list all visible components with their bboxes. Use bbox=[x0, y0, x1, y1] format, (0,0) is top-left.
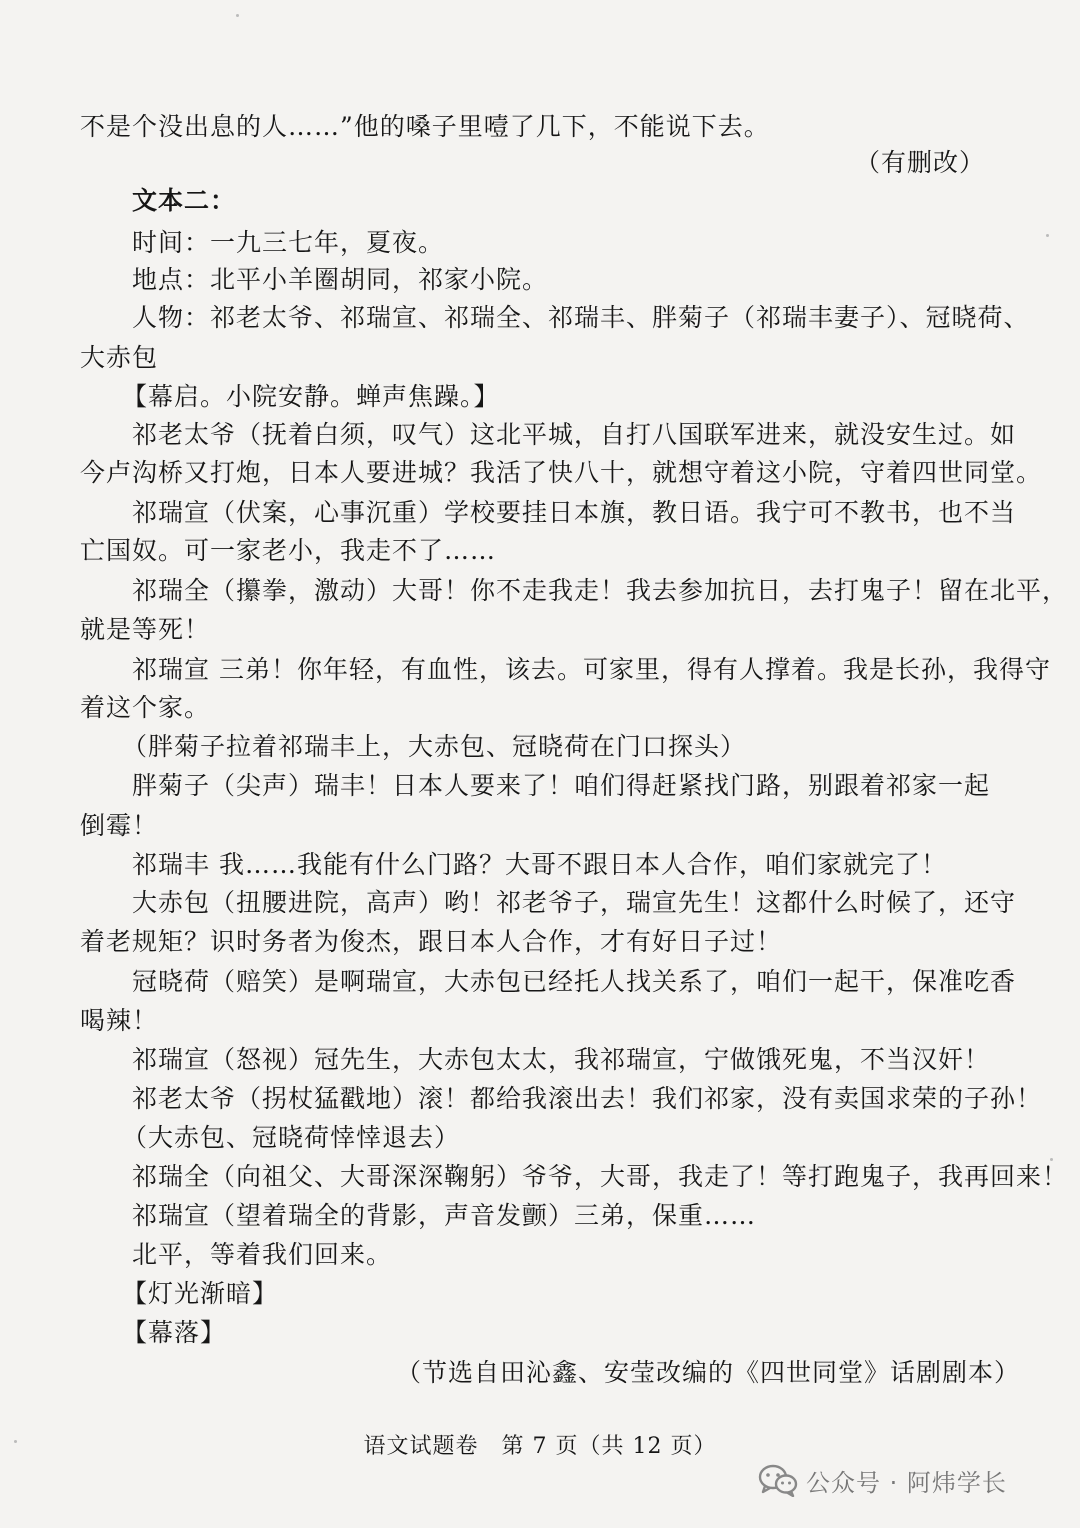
dialogue-line: 祁瑞宣（伏案，心事沉重）学校要挂日本旗，教日语。我宁可不教书，也不当 bbox=[132, 498, 1017, 527]
scan-speck bbox=[1046, 234, 1049, 237]
dialogue-line: 就是等死！ bbox=[80, 615, 211, 644]
dialogue-line: 胖菊子（尖声）瑞丰！日本人要来了！咱们得赶紧找门路，别跟着祁家一起 bbox=[132, 771, 991, 800]
stage-direction: 【幕启。小院安静。蝉声焦躁。】 bbox=[122, 382, 500, 411]
dialogue-line: 今卢沟桥又打炮，日本人要进城？我活了快八十，就想守着这小院，守着四世同堂。 bbox=[80, 458, 1043, 487]
dialogue-line: 祁瑞宣 三弟！你年轻，有血性，该去。可家里，得有人撑着。我是长孙，我得守 bbox=[132, 655, 1051, 684]
source-note: （有删改） bbox=[855, 148, 986, 177]
dialogue-line: 祁瑞全（攥拳，激动）大哥！你不走我走！我去参加抗日，去打鬼子！留在北平， bbox=[132, 576, 1069, 605]
dialogue-line: 着这个家。 bbox=[80, 693, 211, 722]
dialogue-line: 大赤包（扭腰进院，高声）哟！祁老爷子，瑞宣先生！这都什么时候了，还守 bbox=[132, 888, 1017, 917]
dialogue-line: 倒霉！ bbox=[80, 811, 159, 840]
text-line: 时间：一九三七年，夏夜。 bbox=[132, 228, 445, 257]
dialogue-line: 亡国奴。可一家老小，我走不了…… bbox=[80, 536, 497, 565]
scan-speck bbox=[1050, 1158, 1053, 1161]
text-line: 不是个没出息的人……”他的嗓子里噎了几下，不能说下去。 bbox=[80, 112, 770, 141]
text-line: 地点：北平小羊圈胡同，祁家小院。 bbox=[132, 265, 549, 294]
stage-direction: 【幕落】 bbox=[122, 1318, 227, 1347]
dialogue-line: 着老规矩？识时务者为俊杰，跟日本人合作，才有好日子过！ bbox=[80, 927, 783, 956]
dialogue-line: 祁老太爷（抚着白须，叹气）这北平城，自打八国联军进来，就没安生过。如 bbox=[132, 420, 1017, 449]
stage-direction: （胖菊子拉着祁瑞丰上，大赤包、冠晓荷在门口探头） bbox=[122, 732, 747, 761]
dialogue-line: 祁瑞宣（望着瑞全的背影，声音发颤）三弟，保重…… bbox=[132, 1201, 757, 1230]
dialogue-line: 祁瑞全（向祖父、大哥深深鞠躬）爷爷，大哥，我走了！等打跑鬼子，我再回来！ bbox=[132, 1162, 1069, 1191]
dialogue-line: 祁瑞丰 我……我能有什么门路？大哥不跟日本人合作，咱们家就完了！ bbox=[132, 850, 947, 879]
scan-speck bbox=[236, 14, 239, 17]
dialogue-line: 北平，等着我们回来。 bbox=[132, 1240, 393, 1269]
dialogue-line: 祁瑞宣（怒视）冠先生，大赤包太太，我祁瑞宣，宁做饿死鬼，不当汉奸！ bbox=[132, 1045, 991, 1074]
source-citation: （节选自田沁鑫、安莹改编的《四世同堂》话剧剧本） bbox=[396, 1358, 1021, 1387]
text-line: 大赤包 bbox=[80, 343, 159, 372]
watermark bbox=[758, 1460, 1007, 1500]
wechat-icon bbox=[758, 1463, 798, 1497]
dialogue-line: 喝辣！ bbox=[80, 1006, 159, 1035]
stage-direction: （大赤包、冠晓荷悻悻退去） bbox=[122, 1123, 461, 1152]
section-heading: 文本二： bbox=[132, 186, 237, 215]
watermark-text: 公众号 · 阿炜学长 bbox=[806, 1468, 1007, 1497]
dialogue-line: 祁老太爷（拐杖猛戳地）滚！都给我滚出去！我们祁家，没有卖国求荣的子孙！ bbox=[132, 1084, 1043, 1113]
page-footer: 语文试题卷 第 7 页（共 12 页） bbox=[363, 1434, 717, 1459]
stage-direction: 【灯光渐暗】 bbox=[122, 1279, 279, 1308]
scan-speck bbox=[14, 1440, 17, 1443]
dialogue-line: 冠晓荷（赔笑）是啊瑞宣，大赤包已经托人找关系了，咱们一起干，保准吃香 bbox=[132, 967, 1017, 996]
text-line: 人物：祁老太爷、祁瑞宣、祁瑞全、祁瑞丰、胖菊子（祁瑞丰妻子）、冠晓荷、 bbox=[132, 303, 1030, 332]
